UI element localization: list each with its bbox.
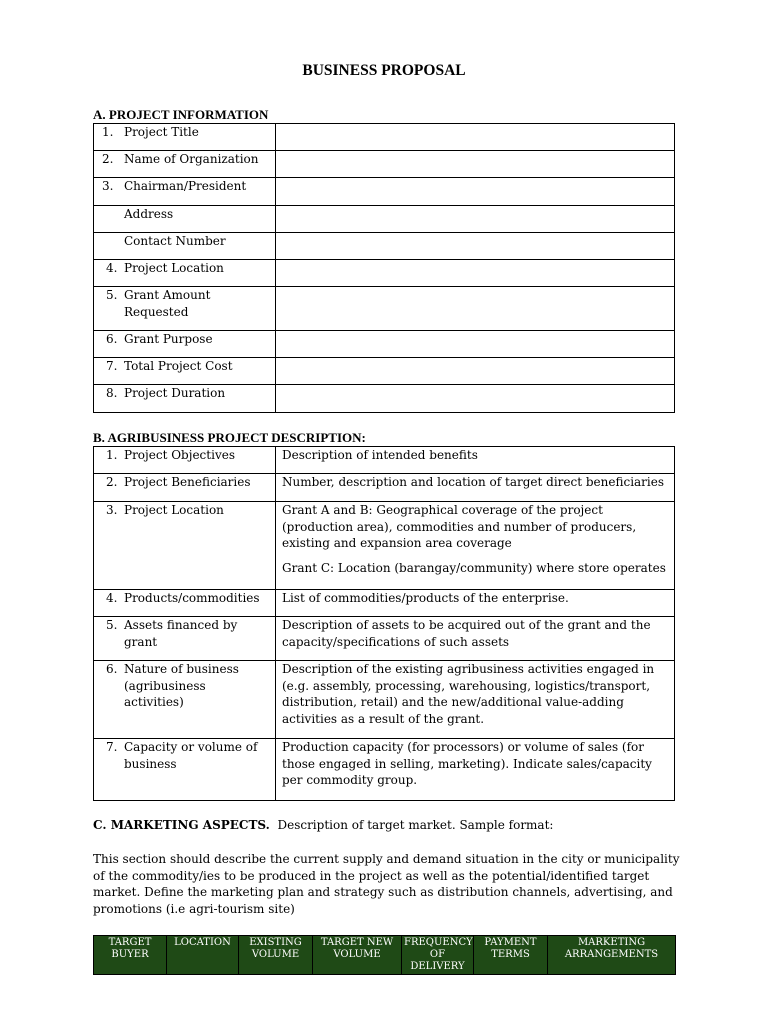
field-label: Nature of business (agribusiness activities) <box>124 662 239 709</box>
table-row: 4. Project Location <box>94 260 675 287</box>
project-information-table <box>93 123 675 413</box>
address-field[interactable] <box>276 206 675 233</box>
project-title-field[interactable] <box>276 124 675 151</box>
table-row: 2. Name of Organization <box>94 151 675 178</box>
description-cell: Description of intended benefits <box>276 447 675 474</box>
table-row: 5. Assets financed by grant Description of assets to be acquired out of the grant and the capacity/specifications of such assets <box>94 617 675 661</box>
organization-name-field[interactable] <box>276 151 675 178</box>
section-c-paragraph: This section should describe the current supply and demand situation in the city or municipality of the commodity/ies to be produced in the project as well as the potential/identified target market. Define the marketing plan and strategy such as distribution channels, advertising, and promotions (i.e agri-tourism site) <box>93 852 680 916</box>
field-label: Name of Organization <box>124 152 259 166</box>
project-description-table <box>93 446 675 801</box>
field-label: Products/commodities <box>124 591 260 605</box>
column-header-existing-volume: EXISTING VOLUME <box>239 936 313 975</box>
field-label: Capacity or volume of business <box>124 740 258 771</box>
field-label: Grant Purpose <box>124 332 213 346</box>
column-header-marketing-arrangements: MARKETING ARRANGEMENTS <box>548 936 676 975</box>
table-row: 4. Products/commodities List of commodities/products of the enterprise. <box>94 590 675 617</box>
marketing-table <box>93 935 676 975</box>
table-row: 6. Nature of business (agribusiness activities) Description of the existing agribusiness activities engaged in (e.g. assembly, processing, warehousing, logistics/transport, distribution, retail) and the new/additional value-adding activities as a result of the grant. <box>94 661 675 739</box>
table-row: 1. Project Objectives Description of intended benefits <box>94 447 675 474</box>
field-label: Address <box>124 207 174 221</box>
field-label: Project Beneficiaries <box>124 475 251 489</box>
table-row: 2. Project Beneficiaries Number, description and location of target direct beneficiaries <box>94 474 675 502</box>
column-header-location: LOCATION <box>167 936 239 975</box>
table-row: 8. Project Duration <box>94 385 675 413</box>
project-location-field[interactable] <box>276 260 675 287</box>
field-label: Project Duration <box>124 386 226 400</box>
table-row: 7. Total Project Cost <box>94 358 675 385</box>
document-title: BUSINESS PROPOSAL <box>302 62 466 79</box>
table-row <box>94 206 675 233</box>
field-label: Project Location <box>124 503 224 517</box>
field-label: Project Objectives <box>124 448 235 462</box>
field-label: Project Title <box>124 125 199 139</box>
field-label: Assets financed by grant <box>124 618 238 649</box>
field-label: Chairman/President <box>124 179 247 193</box>
column-header-payment-terms: PAYMENT TERMS <box>474 936 548 975</box>
section-c-heading-line <box>93 817 683 834</box>
description-cell: Description of the existing agribusiness activities engaged in (e.g. assembly, processing, warehousing, logistics/transport, distribution, retail) and the new/additional value-adding activities as a result of the grant. <box>276 661 675 739</box>
grant-purpose-field[interactable] <box>276 331 675 358</box>
section-b-heading: B. AGRIBUSINESS PROJECT DESCRIPTION: <box>93 430 366 445</box>
field-label: Project Location <box>124 261 224 275</box>
chairman-field[interactable] <box>276 178 675 206</box>
section-c-heading: C. MARKETING ASPECTS. <box>93 818 270 832</box>
description-cell: Description of assets to be acquired out of the grant and the capacity/specifications of such assets <box>276 617 675 661</box>
table-row: 7. Capacity or volume of business Production capacity (for processors) or volume of sales (for those engaged in selling, marketing). Indicate sales/capacity per commodity group. <box>94 739 675 801</box>
table-row: 5. Grant Amount Requested <box>94 287 675 331</box>
description-cell: List of commodities/products of the enterprise. <box>276 590 675 617</box>
section-c-heading-note: Description of target market. Sample format: <box>277 818 554 832</box>
field-label: Grant Amount Requested <box>124 288 211 319</box>
table-row: 3. Project Location Grant A and B: Geographical coverage of the project (production area), commodities and number of producers, existing and expansion area coverage Grant C: Location (barangay/community) where store operates <box>94 502 675 590</box>
field-label: Total Project Cost <box>124 359 233 373</box>
project-duration-field[interactable] <box>276 385 675 413</box>
table-row: 1. Project Title <box>94 124 675 151</box>
table-row: 6. Grant Purpose <box>94 331 675 358</box>
section-a-heading: A. PROJECT INFORMATION <box>93 107 269 122</box>
description-cell: Production capacity (for processors) or volume of sales (for those engaged in selling, marketing). Indicate sales/capacity per commodity group. <box>276 739 675 801</box>
table-row: 3. Chairman/President <box>94 178 675 206</box>
description-cell: Grant A and B: Geographical coverage of the project (production area), commodities and number of producers, existing and expansion area coverage Grant C: Location (barangay/community) where store operates <box>276 502 675 590</box>
description-cell: Number, description and location of target direct beneficiaries <box>276 474 675 502</box>
table-header-row <box>94 936 676 975</box>
field-label: Contact Number <box>124 234 226 248</box>
column-header-frequency-of-delivery: FREQUENCY OF DELIVERY <box>402 936 474 975</box>
grant-amount-field[interactable] <box>276 287 675 331</box>
total-project-cost-field[interactable] <box>276 358 675 385</box>
contact-number-field[interactable] <box>276 233 675 260</box>
column-header-target-new-volume: TARGET NEW VOLUME <box>313 936 402 975</box>
table-row <box>94 233 675 260</box>
column-header-target-buyer: TARGET BUYER <box>94 936 167 975</box>
